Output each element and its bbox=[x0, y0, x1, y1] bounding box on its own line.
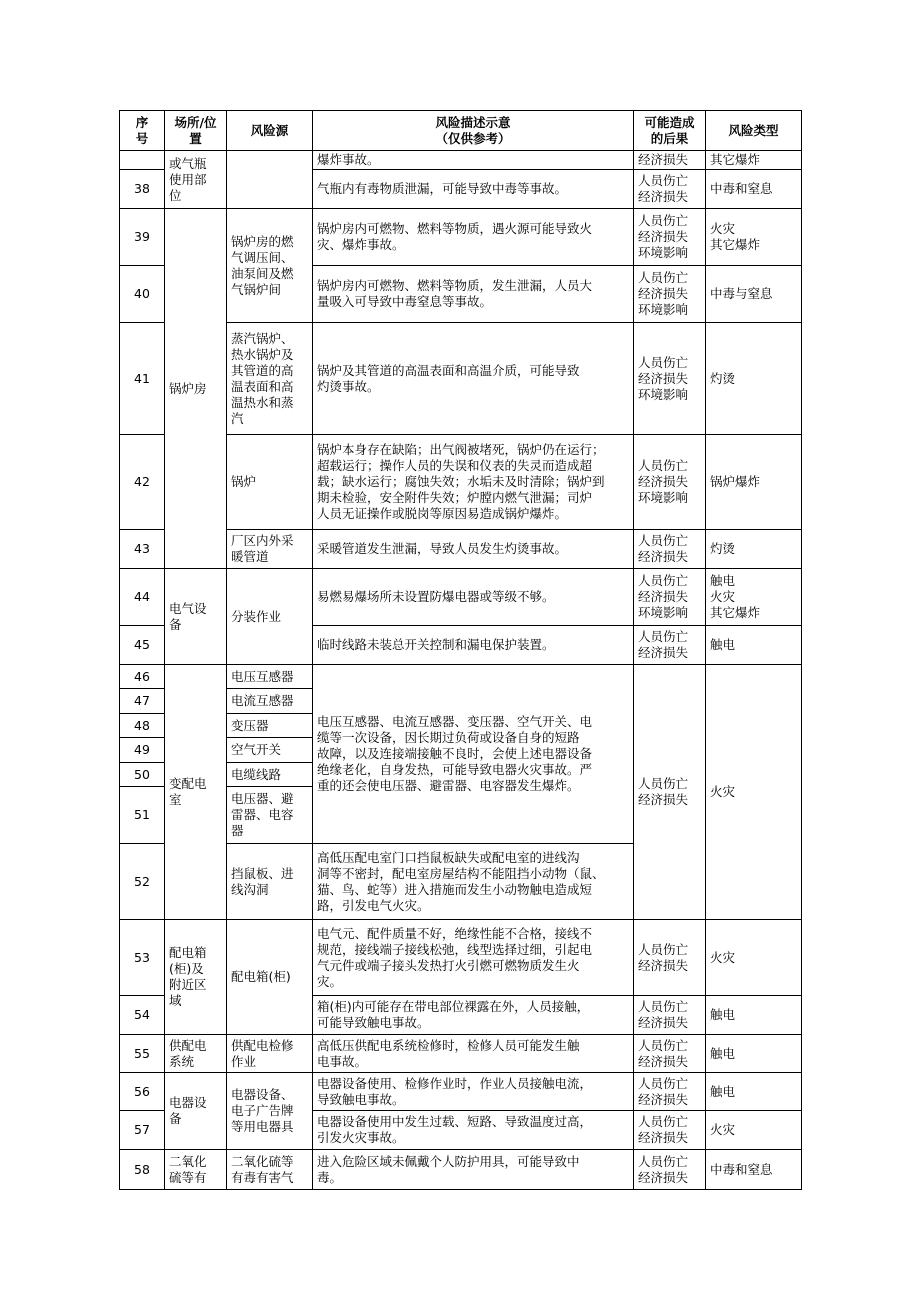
row-no: 40 bbox=[120, 266, 165, 323]
row-no: 52 bbox=[120, 844, 165, 920]
row-no: 38 bbox=[120, 170, 165, 209]
consequence-cell: 人员伤亡 经济损失 环境影响 bbox=[634, 266, 706, 323]
row-no: 41 bbox=[120, 323, 165, 435]
row-no: 47 bbox=[120, 689, 165, 714]
row-no: 42 bbox=[120, 435, 165, 530]
type-cell: 中毒和窒息 bbox=[706, 1150, 802, 1190]
row-no: 57 bbox=[120, 1111, 165, 1150]
type-cell: 触电 火灾 其它爆炸 bbox=[706, 569, 802, 626]
source-cell: 供配电检修 作业 bbox=[227, 1035, 313, 1073]
desc-cell: 易燃易爆场所未设置防爆电器或等级不够。 bbox=[313, 569, 634, 626]
consequence-cell: 人员伤亡 经济损失 bbox=[634, 1150, 706, 1190]
place-cell: 配电箱 (柜)及 附近区 域 bbox=[165, 920, 227, 1035]
desc-cell: 高低压供配电系统检修时，检修人员可能发生触 电事故。 bbox=[313, 1035, 634, 1073]
consequence-cell: 人员伤亡 经济损失 bbox=[634, 1035, 706, 1073]
desc-cell: 电压互感器、电流互感器、变压器、空气开关、电 缆等一次设备，因长期过负荷或设备自身的短路 故障，以及连接端接触不良时，会使上述电器设备 绝缘老化，自身发热，可能导致电器火灾事故。严 重的还会使电压器、避雷器、电容器发生爆炸。 bbox=[313, 665, 634, 844]
consequence-cell: 人员伤亡 经济损失 环境影响 bbox=[634, 435, 706, 530]
desc-cell: 爆炸事故。 bbox=[313, 151, 634, 170]
type-cell: 灼烫 bbox=[706, 530, 802, 569]
source-cell: 变压器 bbox=[227, 714, 313, 738]
header-no: 序 号 bbox=[120, 111, 165, 151]
table-row bbox=[120, 1150, 802, 1190]
header-place: 场所/位 置 bbox=[165, 111, 227, 151]
type-cell: 火灾 bbox=[706, 1111, 802, 1150]
consequence-cell: 人员伤亡 经济损失 环境影响 bbox=[634, 323, 706, 435]
table-row bbox=[120, 569, 802, 626]
place-cell: 二氧化 硫等有 bbox=[165, 1150, 227, 1190]
type-cell: 其它爆炸 bbox=[706, 151, 802, 170]
desc-cell: 电器设备使用中发生过载、短路、导致温度过高， 引发火灾事故。 bbox=[313, 1111, 634, 1150]
source-cell: 锅炉 bbox=[227, 435, 313, 530]
table-row bbox=[120, 665, 802, 689]
consequence-cell: 人员伤亡 经济损失 bbox=[634, 1111, 706, 1150]
source-cell: 空气开关 bbox=[227, 738, 313, 763]
desc-cell: 锅炉及其管道的高温表面和高温介质，可能导致 灼烫事故。 bbox=[313, 323, 634, 435]
consequence-cell: 人员伤亡 经济损失 bbox=[634, 1073, 706, 1111]
desc-cell: 电气元、配件质量不好，绝缘性能不合格，接线不 规范，接线端子接线松弛，线型选择过细，引起电 气元件或端子接头发热打火引燃可燃物质发生火 灾。 bbox=[313, 920, 634, 996]
row-no: 55 bbox=[120, 1035, 165, 1073]
type-cell: 中毒和窒息 bbox=[706, 170, 802, 209]
source-cell: 蒸汽锅炉、 热水锅炉及 其管道的高 温表面和高 温热水和蒸 汽 bbox=[227, 323, 313, 435]
type-cell: 触电 bbox=[706, 1035, 802, 1073]
table-row bbox=[120, 1035, 802, 1073]
consequence-cell: 人员伤亡 经济损失 环境影响 bbox=[634, 569, 706, 626]
place-cell: 供配电 系统 bbox=[165, 1035, 227, 1073]
source-cell: 挡鼠板、进 线沟洞 bbox=[227, 844, 313, 920]
table-row bbox=[120, 209, 802, 266]
consequence-cell: 人员伤亡 经济损失 bbox=[634, 996, 706, 1035]
row-no: 49 bbox=[120, 738, 165, 763]
header-row bbox=[120, 111, 802, 151]
type-cell: 火灾 bbox=[706, 665, 802, 920]
row-no: 56 bbox=[120, 1073, 165, 1111]
source-cell: 电流互感器 bbox=[227, 689, 313, 714]
desc-cell: 锅炉房内可燃物、燃料等物质，发生泄漏，人员大 量吸入可导致中毒窒息等事故。 bbox=[313, 266, 634, 323]
type-cell: 火灾 其它爆炸 bbox=[706, 209, 802, 266]
row-no: 51 bbox=[120, 787, 165, 844]
source-cell bbox=[227, 151, 313, 209]
consequence-cell: 人员伤亡 经济损失 bbox=[634, 665, 706, 920]
header-source: 风险源 bbox=[227, 111, 313, 151]
row-no: 54 bbox=[120, 996, 165, 1035]
desc-cell: 箱(柜)内可能存在带电部位裸露在外，人员接触， 可能导致触电事故。 bbox=[313, 996, 634, 1035]
consequence-cell: 人员伤亡 经济损失 bbox=[634, 530, 706, 569]
place-cell: 变配电 室 bbox=[165, 665, 227, 920]
row-no: 46 bbox=[120, 665, 165, 689]
type-cell: 触电 bbox=[706, 996, 802, 1035]
consequence-cell: 人员伤亡 经济损失 bbox=[634, 170, 706, 209]
header-type: 风险类型 bbox=[706, 111, 802, 151]
desc-cell: 高低压配电室门口挡鼠板缺失或配电室的进线沟 洞等不密封，配电室房屋结构不能阻挡小动物（鼠、 猫、鸟、蛇等）进入措施而发生小动物触电造成短 路，引发电气火灾。 bbox=[313, 844, 634, 920]
desc-cell: 电器设备使用、检修作业时，作业人员接触电流， 导致触电事故。 bbox=[313, 1073, 634, 1111]
row-no: 53 bbox=[120, 920, 165, 996]
type-cell: 触电 bbox=[706, 626, 802, 665]
source-cell: 电缆线路 bbox=[227, 763, 313, 787]
row-no: 50 bbox=[120, 763, 165, 787]
table-row bbox=[120, 920, 802, 996]
desc-cell: 锅炉本身存在缺陷；出气阀被堵死，锅炉仍在运行； 超载运行；操作人员的失误和仪表的失灵而造成超 载；缺水运行；腐蚀失效；水垢未及时清除；锅炉到 期未检验，安全附件失效；炉膛内燃气泄漏；司炉 人员无证操作或脱岗等原因易造成锅炉爆炸。 bbox=[313, 435, 634, 530]
source-cell: 电压器、避 雷器、电容 器 bbox=[227, 787, 313, 844]
table-row bbox=[120, 151, 802, 170]
type-cell: 灼烫 bbox=[706, 323, 802, 435]
source-cell: 厂区内外采 暖管道 bbox=[227, 530, 313, 569]
row-no: 44 bbox=[120, 569, 165, 626]
consequence-cell: 人员伤亡 经济损失 bbox=[634, 920, 706, 996]
desc-cell: 临时线路未装总开关控制和漏电保护装置。 bbox=[313, 626, 634, 665]
desc-cell: 锅炉房内可燃物、燃料等物质，遇火源可能导致火 灾、爆炸事故。 bbox=[313, 209, 634, 266]
row-no: 43 bbox=[120, 530, 165, 569]
header-consequence: 可能造成 的后果 bbox=[634, 111, 706, 151]
place-cell: 电器设 备 bbox=[165, 1073, 227, 1150]
row-no bbox=[120, 151, 165, 170]
row-no: 45 bbox=[120, 626, 165, 665]
place-cell: 电气设 备 bbox=[165, 569, 227, 665]
place-cell: 或气瓶 使用部 位 bbox=[165, 151, 227, 209]
source-cell: 电器设备、 电子广告牌 等用电器具 bbox=[227, 1073, 313, 1150]
source-cell: 电压互感器 bbox=[227, 665, 313, 689]
source-cell: 二氧化硫等 有毒有害气 bbox=[227, 1150, 313, 1190]
row-no: 58 bbox=[120, 1150, 165, 1190]
table-row bbox=[120, 1073, 802, 1111]
consequence-cell: 人员伤亡 经济损失 环境影响 bbox=[634, 209, 706, 266]
type-cell: 中毒与窒息 bbox=[706, 266, 802, 323]
source-cell: 分装作业 bbox=[227, 569, 313, 665]
source-cell: 锅炉房的燃 气调压间、 油泵间及燃 气锅炉间 bbox=[227, 209, 313, 323]
header-desc: 风险描述示意 （仅供参考） bbox=[313, 111, 634, 151]
desc-cell: 进入危险区域未佩戴个人防护用具，可能导致中 毒。 bbox=[313, 1150, 634, 1190]
place-cell: 锅炉房 bbox=[165, 209, 227, 569]
source-cell: 配电箱(柜) bbox=[227, 920, 313, 1035]
risk-table bbox=[119, 110, 802, 1190]
row-no: 48 bbox=[120, 714, 165, 738]
row-no: 39 bbox=[120, 209, 165, 266]
desc-cell: 采暖管道发生泄漏，导致人员发生灼烫事故。 bbox=[313, 530, 634, 569]
consequence-cell: 经济损失 bbox=[634, 151, 706, 170]
type-cell: 火灾 bbox=[706, 920, 802, 996]
consequence-cell: 人员伤亡 经济损失 bbox=[634, 626, 706, 665]
desc-cell: 气瓶内有毒物质泄漏，可能导致中毒等事故。 bbox=[313, 170, 634, 209]
type-cell: 触电 bbox=[706, 1073, 802, 1111]
type-cell: 锅炉爆炸 bbox=[706, 435, 802, 530]
